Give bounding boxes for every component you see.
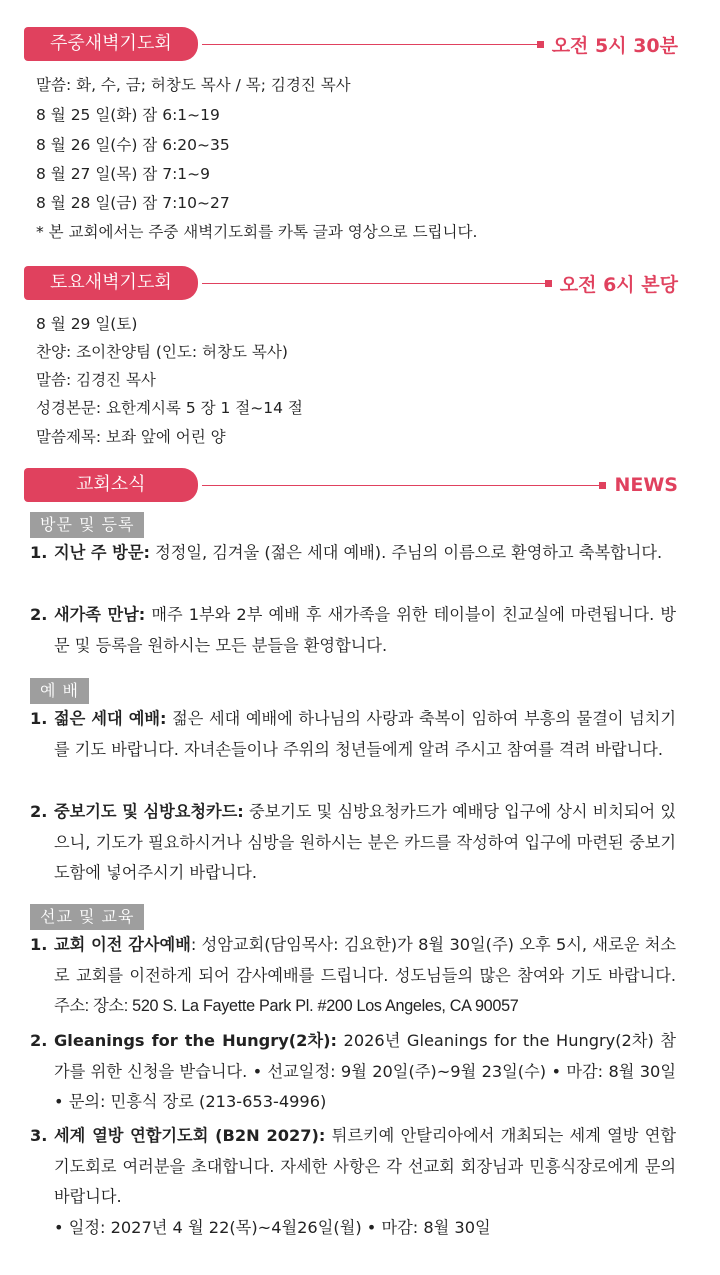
weekday-line: 말씀: 화, 수, 금; 허창도 목사 / 목; 김경진 목사 (36, 76, 351, 94)
saturday-dawn-header (24, 266, 678, 300)
news-title: 교회소식 (24, 468, 198, 502)
weekday-line: 8 월 26 일(수) 잠 6:20~35 (36, 136, 230, 154)
b2n-schedule: • 일정: 2027년 4 월 22(목)~4월26일(월) • 마감: 8월 30일 (54, 1217, 491, 1237)
saturday-dawn-time: 오전 6시 본당 (559, 273, 678, 296)
weekday-dawn-time: 오전 5시 30분 (551, 34, 678, 57)
list-item: 2. 중보기도 및 심방요청카드: 중보기도 및 심방요청카드가 예배당 입구에 상시 비치되어 있으니, 기도가 필요하시거나 심방을 원하시는 분은 카드를 작성하여 입구에 마련된 중보기도함에 넣어주시기 바랍니다. (30, 802, 676, 882)
list-item: 3. 세계 열방 연합기도회 (B2N 2027): 튀르키예 안탈리아에서 개최되는 세계 열방 연합기도회로 여러분을 초대합니다. 자세한 사항은 각 선교회 회장님과 민흥식장로에게 문의 바랍니다. • 일정: 2027년 4 월 22(목)~4월26일(월) • 마감: 8월 30일 (30, 1126, 676, 1237)
weekday-line: 8 월 27 일(목) 잠 7:1~9 (36, 165, 211, 183)
rule-end-marker (599, 482, 606, 489)
list-item: 1. 지난 주 방문: 정정일, 김겨울 (젊은 세대 예배). 주님의 이름으로 환영하고 축복합니다. (30, 543, 663, 562)
saturday-dawn-title: 토요새벽기도회 (24, 266, 198, 300)
worship-tag: 예 배 (30, 678, 89, 704)
rule-end-marker (537, 41, 544, 48)
news-label: NEWS (614, 474, 678, 496)
header-rule (202, 283, 545, 284)
saturday-line: 말씀제목: 보좌 앞에 어린 양 (36, 428, 226, 446)
rule-end-marker (545, 280, 552, 287)
saturday-line: 찬양: 조이찬양팀 (인도: 허창도 목사) (36, 343, 288, 361)
header-rule (202, 44, 537, 45)
list-item: 2. Gleanings for the Hungry(2차): 2026년 Gleanings for the Hungry(2차) 참가를 위한 신청을 받습니다. • 선교일정: 9월 20일(주)~9월 23일(수) • 마감: 8월 30일 • 문의: 민흥식 장로 (213-653-4996) (30, 1031, 676, 1111)
mission-tag: 선교 및 교육 (30, 904, 144, 930)
weekday-dawn-header (24, 27, 678, 61)
church-address: 주소: 장소: 520 S. La Fayette Park Pl. #200 Los Angeles, CA 90057 (54, 997, 519, 1015)
weekday-line: 8 월 28 일(금) 잠 7:10~27 (36, 194, 230, 212)
news-header (24, 468, 678, 502)
saturday-line: 성경본문: 요한계시록 5 장 1 절~14 절 (36, 399, 303, 417)
weekday-line: 8 월 25 일(화) 잠 6:1~19 (36, 106, 220, 124)
saturday-line: 말씀: 김경진 목사 (36, 371, 156, 389)
list-item: 1. 교회 이전 감사예배: 성암교회(담임목사: 김요한)가 8월 30일(주) 오후 5시, 새로운 처소로 교회를 이전하게 되어 감사예배를 드립니다. 성도님들의 많은 참여와 기도 바랍니다. 주소: 장소: 520 S. La Fayette Park Pl. #200 Los Angeles, CA 90057 (30, 935, 676, 1015)
weekday-note: * 본 교회에서는 주중 새벽기도회를 카톡 글과 영상으로 드립니다. (36, 223, 478, 241)
list-item: 2. 새가족 만남: 매주 1부와 2부 예배 후 새가족을 위한 테이블이 친교실에 마련됩니다. 방문 및 등록을 원하시는 모든 분들을 환영합니다. (30, 605, 677, 655)
list-item: 1. 젊은 세대 예배: 젊은 세대 예배에 하나님의 사랑과 축복이 임하여 부흥의 물결이 넘치기를 기도 바랍니다. 자녀손들이나 주위의 청년들에게 알려 주시고 참여를 격려 바랍니다. (30, 709, 676, 759)
weekday-dawn-title: 주중새벽기도회 (24, 27, 198, 61)
visit-tag: 방문 및 등록 (30, 512, 144, 538)
header-rule (202, 485, 600, 486)
saturday-line: 8 월 29 일(토) (36, 315, 138, 333)
